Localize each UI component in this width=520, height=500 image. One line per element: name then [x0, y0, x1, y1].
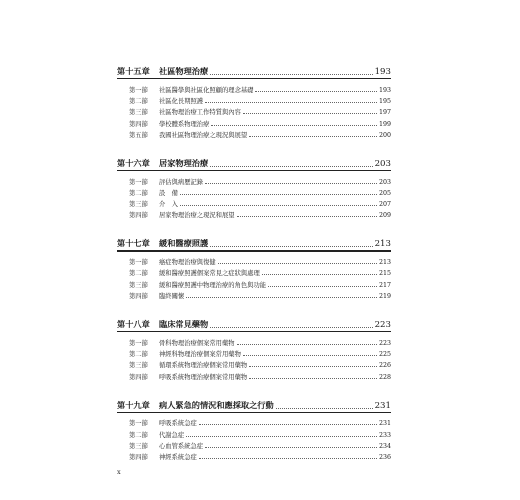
- chapter-number: 第十六章: [117, 157, 150, 168]
- chapter-page-number: 193: [374, 67, 391, 77]
- dot-leader: [186, 436, 377, 437]
- section-number: 第三節: [129, 109, 148, 117]
- section-title: 社區化長期照護: [159, 97, 204, 105]
- section-number: 第一節: [129, 339, 148, 347]
- section-title: 評估與病歷記錄: [159, 178, 204, 186]
- section-number: 第一節: [129, 178, 148, 186]
- chapter-entry[interactable]: [117, 311, 391, 330]
- dot-leader: [180, 194, 377, 195]
- dot-leader: [249, 366, 377, 367]
- dot-leader: [243, 355, 377, 356]
- section-number: 第一節: [129, 259, 148, 267]
- section-title: 臨終關懷: [159, 293, 185, 301]
- section-title: 神經系統急症: [159, 454, 197, 462]
- section-entry[interactable]: [117, 416, 391, 427]
- section-title: 學校體系物理治療: [159, 120, 210, 128]
- dot-leader: [210, 74, 372, 75]
- dot-leader: [276, 408, 373, 409]
- chapter-title: 臨床常見藥物: [159, 319, 209, 330]
- section-title: 癌症物理治療與復健: [159, 259, 216, 267]
- section-entry[interactable]: [117, 439, 391, 450]
- section-page-number: 226: [378, 362, 391, 370]
- section-title: 呼吸系統物理治療個案常用藥物: [159, 373, 248, 381]
- section-title: 循環系統物理治療個案常用藥物: [159, 362, 248, 370]
- section-entry[interactable]: [117, 255, 391, 266]
- section-page-number: 236: [378, 454, 391, 462]
- chapter-number: 第十五章: [117, 66, 150, 76]
- dot-leader: [210, 246, 372, 247]
- section-page-number: 223: [378, 339, 391, 347]
- section-entry[interactable]: [117, 450, 391, 461]
- page-folio: x: [117, 468, 121, 476]
- section-entry[interactable]: [117, 427, 391, 438]
- dot-leader: [255, 91, 377, 92]
- section-page-number: 209: [378, 212, 391, 220]
- chapter-page-number: 231: [374, 400, 391, 411]
- dot-leader: [210, 327, 372, 328]
- chapter-rule: [117, 412, 391, 413]
- section-title: 社區物理治療工作特質與內容: [159, 109, 241, 117]
- section-page-number: 234: [378, 442, 391, 450]
- dot-leader: [199, 424, 377, 425]
- section-page-number: 213: [378, 259, 391, 267]
- section-number: 第四節: [129, 293, 148, 301]
- section-title: 居家物理治療之現況和展望: [159, 212, 235, 220]
- chapter-title: 緩和醫療照護: [159, 238, 209, 249]
- section-page-number: 228: [378, 373, 391, 381]
- toc-chapter: [117, 58, 391, 139]
- section-entry[interactable]: [117, 82, 391, 93]
- section-entry[interactable]: [117, 289, 391, 300]
- section-page-number: 219: [378, 293, 391, 301]
- section-page-number: 233: [378, 431, 391, 439]
- dot-leader: [237, 344, 377, 345]
- section-entry[interactable]: [117, 197, 391, 208]
- section-entry[interactable]: [117, 335, 391, 346]
- section-page-number: 200: [378, 131, 391, 139]
- toc-chapter: [117, 392, 391, 462]
- section-number: 第一節: [129, 86, 148, 94]
- section-entry[interactable]: [117, 208, 391, 219]
- section-title: 介 入: [159, 201, 178, 209]
- section-number: 第二節: [129, 189, 148, 197]
- section-number: 第四節: [129, 120, 148, 128]
- section-number: 第二節: [129, 351, 148, 359]
- chapter-entry[interactable]: [117, 230, 391, 249]
- dot-leader: [199, 458, 377, 459]
- section-entry[interactable]: [117, 128, 391, 139]
- section-page-number: 215: [378, 270, 391, 278]
- dot-leader: [268, 286, 377, 287]
- section-number: 第三節: [129, 281, 148, 289]
- section-number: 第二節: [129, 270, 148, 278]
- chapter-title: 病人緊急的情況和應採取之行動: [159, 399, 274, 410]
- toc-chapter: [117, 311, 391, 381]
- toc-chapter: [117, 150, 391, 220]
- section-entry[interactable]: [117, 369, 391, 380]
- section-title: 緩和醫療照護個案常見之症狀與處理: [159, 270, 260, 278]
- section-page-number: 205: [378, 189, 391, 197]
- chapter-number: 第十八章: [117, 319, 150, 330]
- section-title: 緩和醫療照護中物理治療的角色與功能: [159, 281, 267, 289]
- dot-leader: [243, 113, 377, 114]
- chapter-rule: [117, 250, 391, 251]
- section-number: 第二節: [129, 97, 148, 105]
- dot-leader: [237, 216, 377, 217]
- chapter-rule: [117, 331, 391, 332]
- section-number: 第四節: [129, 373, 148, 381]
- chapter-rule: [117, 170, 391, 171]
- table-of-contents: [117, 58, 391, 472]
- toc-chapter: [117, 230, 391, 300]
- chapter-title: 社區物理治療: [159, 66, 209, 76]
- section-title: 我國社區物理治療之現況與展望: [159, 131, 248, 139]
- section-entry[interactable]: [117, 174, 391, 185]
- dot-leader: [205, 183, 377, 184]
- section-page-number: 193: [378, 86, 391, 94]
- chapter-entry[interactable]: [117, 150, 391, 169]
- dot-leader: [180, 205, 377, 206]
- section-page-number: 197: [378, 109, 391, 117]
- chapter-title: 居家物理治療: [159, 157, 209, 168]
- section-page-number: 203: [378, 178, 391, 186]
- section-number: 第二節: [129, 431, 148, 439]
- section-page-number: 207: [378, 201, 391, 209]
- section-title: 心血管系統急症: [159, 442, 204, 450]
- section-page-number: 231: [378, 420, 391, 428]
- chapter-page-number: 203: [374, 158, 391, 169]
- section-entry[interactable]: [117, 347, 391, 358]
- section-title: 社區醫學與社區化照顧的理念基礎: [159, 86, 254, 94]
- dot-leader: [211, 125, 377, 126]
- section-number: 第三節: [129, 362, 148, 370]
- section-title: 骨科物理治療個案常用藥物: [159, 339, 235, 347]
- section-page-number: 217: [378, 281, 391, 289]
- dot-leader: [205, 447, 377, 448]
- section-title: 代謝急症: [159, 431, 185, 439]
- dot-leader: [249, 136, 377, 137]
- dot-leader: [218, 263, 377, 264]
- dot-leader: [262, 274, 377, 275]
- chapter-page-number: 213: [374, 239, 391, 250]
- section-entry[interactable]: [117, 358, 391, 369]
- section-number: 第四節: [129, 212, 148, 220]
- dot-leader: [205, 102, 377, 103]
- chapter-number: 第十九章: [117, 399, 150, 410]
- section-number: 第一節: [129, 420, 148, 428]
- dot-leader: [186, 297, 377, 298]
- section-page-number: 199: [378, 120, 391, 128]
- chapter-entry[interactable]: [117, 392, 391, 411]
- chapter-number: 第十七章: [117, 238, 150, 249]
- section-number: 第三節: [129, 201, 148, 209]
- section-entry[interactable]: [117, 266, 391, 277]
- section-title: 呼吸系統急症: [159, 420, 197, 428]
- section-page-number: 225: [378, 351, 391, 359]
- section-number: 第三節: [129, 442, 148, 450]
- section-number: 第五節: [129, 131, 148, 139]
- section-title: 設 備: [159, 189, 178, 197]
- section-entry[interactable]: [117, 94, 391, 105]
- section-title: 神經科物理治療個案常用藥物: [159, 351, 241, 359]
- chapter-entry[interactable]: [117, 58, 391, 77]
- section-entry[interactable]: [117, 116, 391, 127]
- dot-leader: [249, 378, 377, 379]
- section-entry[interactable]: [117, 186, 391, 197]
- chapter-page-number: 223: [374, 320, 391, 331]
- section-entry[interactable]: [117, 105, 391, 116]
- dot-leader: [210, 166, 372, 167]
- section-page-number: 195: [378, 97, 391, 105]
- section-entry[interactable]: [117, 277, 391, 288]
- chapter-rule: [117, 78, 391, 79]
- section-number: 第四節: [129, 454, 148, 462]
